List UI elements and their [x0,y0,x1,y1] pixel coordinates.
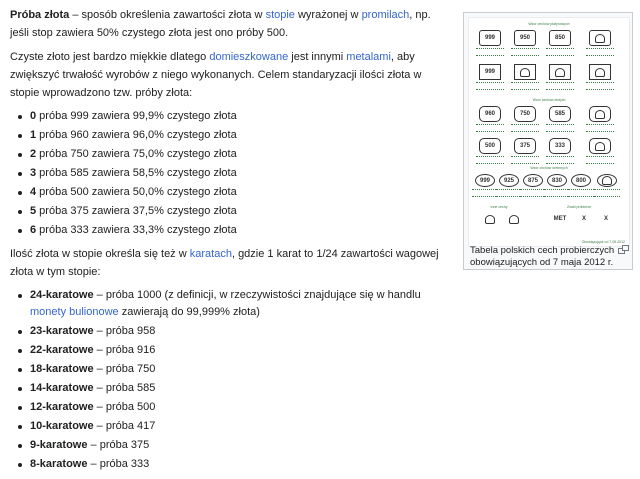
list-item: 22-karatowe – próba 916 [30,342,450,359]
section-header: Wzór cechów srebrnych [530,166,568,170]
hallmark-label [546,48,574,56]
hallmark-icon: 999 [479,30,501,46]
hallmark-label [546,124,574,132]
hallmarks-table-image[interactable] [468,17,630,247]
figure-thumbnail [463,12,633,270]
hallmark-label [544,189,570,197]
hallmark-icon: 850 [549,30,571,46]
hallmark-label [511,82,539,90]
list-item: 4 próba 500 zawiera 50,0% czystego złota [30,184,450,201]
hallmark-icon: 999 [475,174,495,187]
list-item: 24-karatowe – próba 1000 (z definicji, w rzeczywistości znajdujące się w handlu monety bulionowe zawierają do 99,999% złota) [30,287,450,321]
hallmark-icon: 750 [514,106,536,122]
hallmark-icon: 875 [523,174,543,187]
karaty-list [10,287,450,473]
hallmark-icon: 999 [479,64,501,80]
paragraph-definition: Próba złota – sposób określenia zawartości złota w stopie wyrażonej w promilach, np. jeśli stop zawiera 50% czystego złota jest ono próby 500. [10,9,431,39]
list-item: 23-karatowe – próba 958 [30,323,450,340]
hallmark-icon: X [573,212,595,226]
figure-caption: Tabela polskich cech probierczych obowiązujących od 7 maja 2012 r. [470,245,615,268]
paragraph-karaty: Ilość złota w stopie określa się też w karatach, gdzie 1 karat to 1/24 zawartości wagowej złota w tym stopie: [10,248,439,278]
section-header: Znaki próbierze [566,205,592,209]
hallmark-icon [597,174,617,187]
hallmark-icon [589,138,611,154]
list-item: 5 próba 375 zawiera 37,5% czystego złota [30,203,450,220]
hallmark-icon: 960 [479,106,501,122]
hallmark-label [476,82,504,90]
hallmark-icon: 585 [549,106,571,122]
hallmark-label [568,189,594,197]
list-item: 9-karatowe – próba 375 [30,437,450,454]
section-header: Wzór cechów złotych [532,98,566,102]
list-item: 8-karatowe – próba 333 [30,456,450,473]
hallmark-icon [549,64,571,80]
list-item: 6 próba 333 zawiera 33,3% czystego złota [30,222,450,239]
hallmark-label [586,82,614,90]
hallmark-icon: 925 [499,174,519,187]
hallmark-label [476,48,504,56]
list-item: 10-karatowe – próba 417 [30,418,450,435]
hallmark-icon: 500 [479,138,501,154]
hallmark-label [586,48,614,56]
hallmark-icon [479,212,501,226]
hallmark-label [546,82,574,90]
hallmark-label [586,156,614,164]
enlarge-icon[interactable] [618,245,628,253]
hallmark-label [586,124,614,132]
hallmark-label [520,189,546,197]
list-item: 1 próba 960 zawiera 96,0% czystego złota [30,127,450,144]
link-monety-bulionowe[interactable]: monety bulionowe [30,306,119,318]
link-promilach[interactable]: promilach [361,9,410,21]
table-footnote: Obowiązujące od 7.05.2012 [581,240,625,244]
link-karatach[interactable]: karatach [189,248,232,260]
list-item: 2 próba 750 zawiera 75,0% czystego złota [30,146,450,163]
list-item: 14-karatowe – próba 585 [30,380,450,397]
hallmark-label [476,156,504,164]
hallmark-icon: 333 [549,138,571,154]
hallmark-icon [589,30,611,46]
hallmark-label [496,189,522,197]
hallmark-icon [514,64,536,80]
hallmark-icon: MET [549,212,571,226]
hallmark-icon [503,212,525,226]
list-item: 18-karatowe – próba 750 [30,361,450,378]
hallmark-icon: 800 [571,174,591,187]
list-item: 0 próba 999 zawiera 99,9% czystego złota [30,108,450,125]
hallmark-icon [589,64,611,80]
hallmark-label [511,156,539,164]
hallmark-label [511,124,539,132]
hallmark-label [546,156,574,164]
hallmark-label [594,189,620,197]
link-stopie[interactable]: stopie [265,9,295,21]
hallmark-icon: X [595,212,617,226]
section-header: Wzór cechów platynowych [528,22,570,26]
hallmark-label [511,48,539,56]
hallmark-icon: 375 [514,138,536,154]
hallmark-label [472,189,498,197]
section-header: Inne cechy [490,205,508,209]
hallmark-icon: 950 [514,30,536,46]
proby-list [10,108,450,239]
link-domieszkowane[interactable]: domieszkowane [209,51,289,63]
hallmark-icon: 830 [547,174,567,187]
hallmark-icon [589,106,611,122]
hallmark-label [476,124,504,132]
paragraph-alloy: Czyste złoto jest bardzo miękkie dlatego domieszkowane jest innymi metalami, aby zwiększyć trwałość wyrobów z niego wykonanych. Celem standaryzacji ilości złota w stopie wprowadzono tzw. próby złota: [10,51,422,99]
list-item: 3 próba 585 zawiera 58,5% czystego złota [30,165,450,182]
link-metalami[interactable]: metalami [346,51,391,63]
article-body [10,6,450,479]
term-heading: Próba złota [10,9,70,21]
list-item: 12-karatowe – próba 500 [30,399,450,416]
